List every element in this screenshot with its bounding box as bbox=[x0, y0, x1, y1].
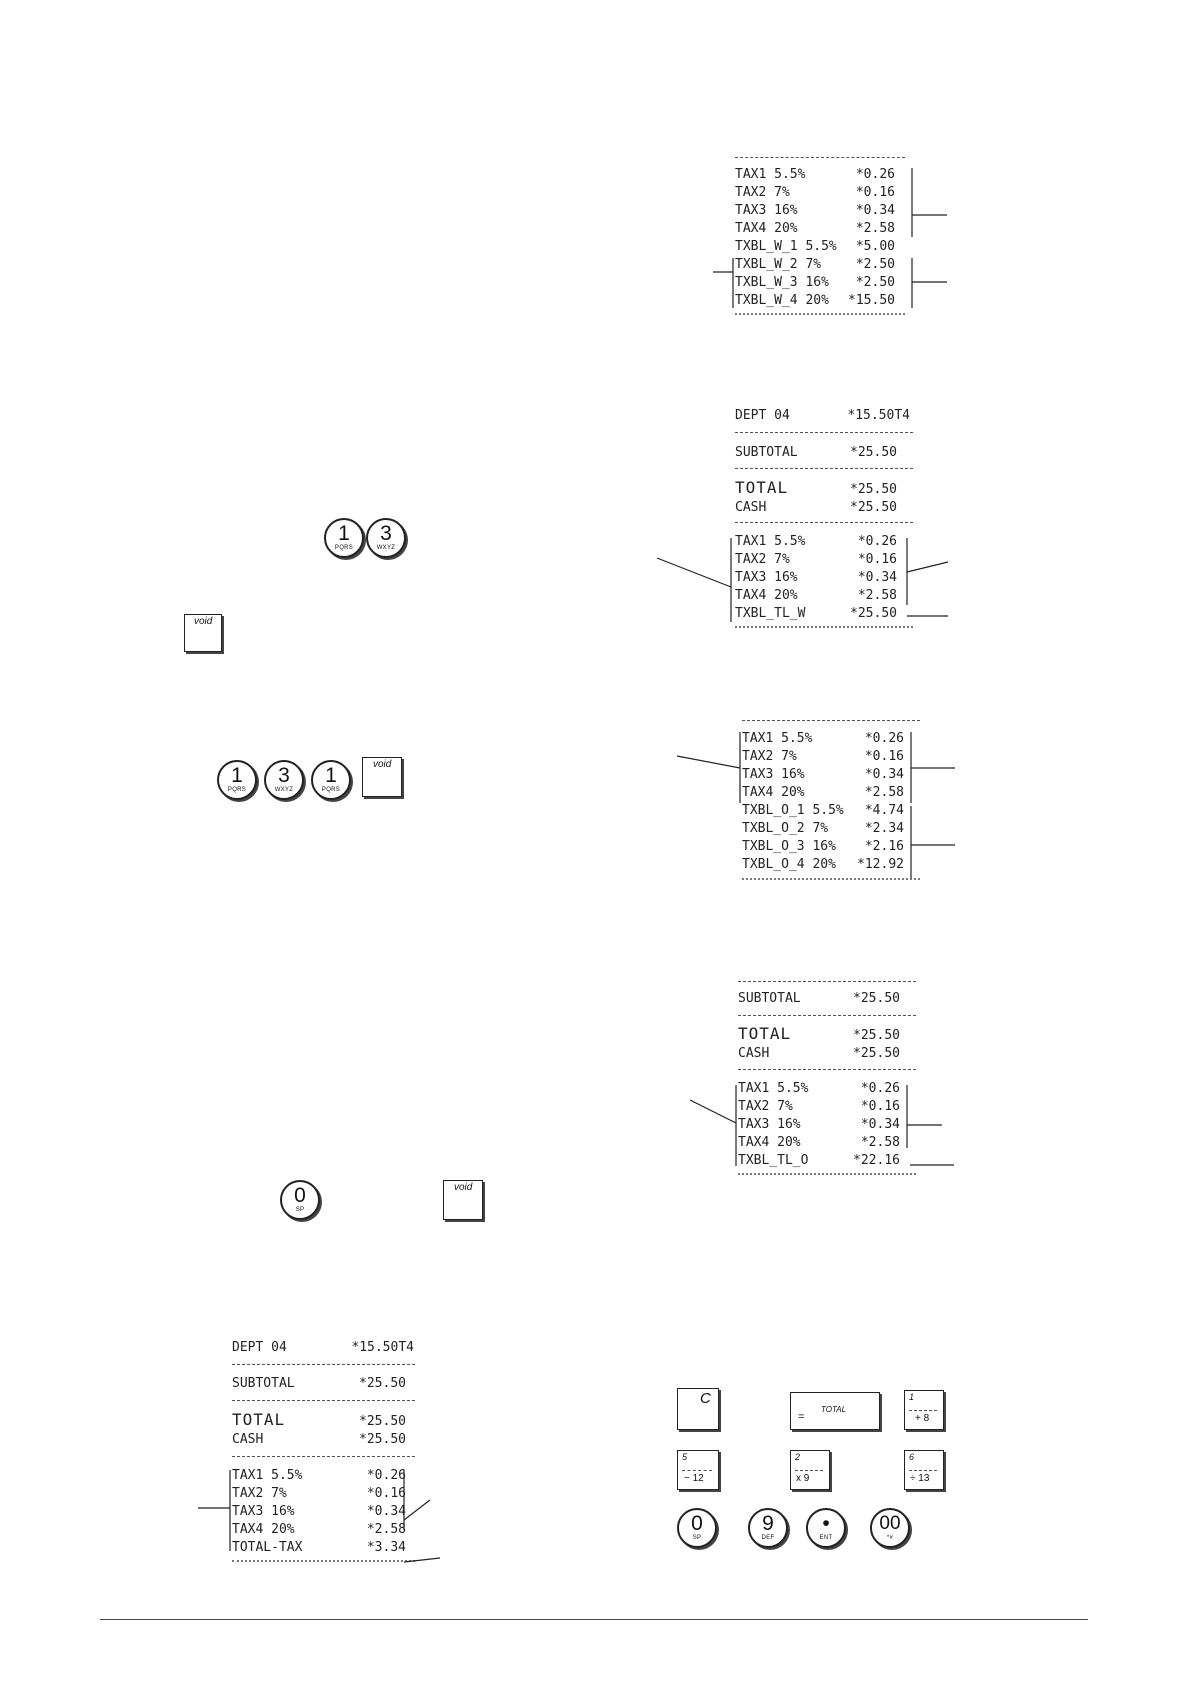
taxable-value: *25.50 bbox=[850, 606, 897, 621]
tax-value: *2.58 bbox=[864, 785, 904, 800]
key-letters: WXYZ bbox=[274, 787, 294, 793]
key-divider bbox=[795, 1470, 823, 1471]
cash-value: *25.50 bbox=[359, 1432, 406, 1447]
tax-label: TAX3 16% bbox=[742, 767, 805, 782]
tax-value: *0.34 bbox=[855, 203, 895, 218]
key-1[interactable] bbox=[324, 518, 364, 558]
tax-label: TAX4 20% bbox=[735, 588, 798, 603]
tax-value: *0.16 bbox=[855, 185, 895, 200]
key-3[interactable] bbox=[264, 760, 304, 800]
taxable-label: TXBL_W_4 20% bbox=[735, 293, 829, 308]
tax-value: *0.26 bbox=[864, 731, 904, 746]
tax-value: *0.26 bbox=[855, 167, 895, 182]
taxable-value: *15.50 bbox=[848, 293, 895, 308]
subtotal-value: *25.50 bbox=[359, 1376, 406, 1391]
key-number: 1 bbox=[231, 764, 243, 787]
void-label: void bbox=[454, 1182, 473, 1193]
key-divider bbox=[909, 1410, 937, 1411]
cash-value: *25.50 bbox=[850, 500, 897, 515]
tax-label: TAX4 20% bbox=[735, 221, 798, 236]
clear-key[interactable] bbox=[677, 1388, 719, 1430]
void-label: void bbox=[194, 616, 213, 627]
tax-value: *0.34 bbox=[857, 570, 897, 585]
key-bottom-label: ÷ 13 bbox=[910, 1473, 930, 1484]
key-letters: PQRS bbox=[227, 787, 247, 793]
total-label: TOTAL bbox=[821, 1405, 847, 1414]
tax-value: *0.16 bbox=[366, 1486, 406, 1501]
tax-label: TAX2 7% bbox=[735, 185, 790, 200]
key-0[interactable] bbox=[677, 1508, 717, 1548]
subtotal-value: *25.50 bbox=[853, 991, 900, 1006]
taxable-label: TXBL_W_3 16% bbox=[735, 275, 829, 290]
key-top-label: 2 bbox=[795, 1452, 801, 1462]
tax-label: TAX1 5.5% bbox=[735, 534, 806, 549]
total-tax-label: TOTAL-TAX bbox=[232, 1540, 303, 1555]
tax-value: *0.34 bbox=[864, 767, 904, 782]
subtotal-value: *25.50 bbox=[850, 445, 897, 460]
key-number: 0 bbox=[294, 1184, 306, 1207]
cash-value: *25.50 bbox=[853, 1046, 900, 1061]
key-bottom-label: + 8 bbox=[915, 1413, 930, 1424]
key-00[interactable] bbox=[870, 1508, 910, 1548]
key-1[interactable] bbox=[217, 760, 257, 800]
taxable-label: TXBL_TL_W bbox=[735, 606, 806, 621]
key-top-label: 6 bbox=[909, 1452, 915, 1462]
total-label: TOTAL bbox=[232, 1410, 286, 1429]
footer-rule bbox=[100, 1619, 1088, 1620]
key-9[interactable] bbox=[748, 1508, 788, 1548]
key-number: 1 bbox=[325, 764, 337, 787]
key-top-label: 5 bbox=[682, 1452, 688, 1462]
total-label: TOTAL bbox=[735, 478, 789, 497]
key-dot[interactable] bbox=[806, 1508, 846, 1548]
taxable-value: *2.50 bbox=[855, 275, 895, 290]
key-letters: SP bbox=[692, 1535, 702, 1541]
key-3[interactable] bbox=[366, 518, 406, 558]
equals-sign: = bbox=[798, 1411, 805, 1423]
key-number: 00 bbox=[879, 1513, 901, 1534]
taxable-label: TXBL_TL_O bbox=[738, 1153, 809, 1168]
key-letters: DEF bbox=[761, 1535, 775, 1541]
cash-label: CASH bbox=[738, 1046, 770, 1061]
total-key[interactable] bbox=[790, 1392, 880, 1430]
subtotal-label: SUBTOTAL bbox=[738, 991, 801, 1006]
taxable-label: TXBL_O_2 7% bbox=[742, 821, 829, 836]
taxable-value: *2.16 bbox=[864, 839, 904, 854]
taxable-value: *22.16 bbox=[853, 1153, 900, 1168]
key-number: 3 bbox=[278, 764, 290, 787]
key-number: 1 bbox=[338, 522, 350, 545]
tax-label: TAX4 20% bbox=[738, 1135, 801, 1150]
key-divider bbox=[682, 1470, 712, 1471]
key-letters: SP bbox=[295, 1207, 305, 1213]
tax-label: TAX1 5.5% bbox=[735, 167, 806, 182]
tax-value: *0.34 bbox=[860, 1117, 900, 1132]
tax-value: *0.26 bbox=[366, 1468, 406, 1483]
tax-value: *0.26 bbox=[857, 534, 897, 549]
tax-value: *0.16 bbox=[857, 552, 897, 567]
key-letters: ENT bbox=[819, 1535, 833, 1541]
cash-label: CASH bbox=[735, 500, 767, 515]
key-number: 3 bbox=[380, 522, 392, 545]
clear-label: C bbox=[700, 1390, 711, 1407]
dept-label: DEPT 04 bbox=[232, 1340, 287, 1355]
tax-value: *2.58 bbox=[860, 1135, 900, 1150]
dept-value: *15.50T4 bbox=[847, 408, 910, 423]
tax-label: TAX3 16% bbox=[735, 203, 798, 218]
tax-label: TAX2 7% bbox=[232, 1486, 287, 1501]
tax-value: *0.26 bbox=[860, 1081, 900, 1096]
total-value: *25.50 bbox=[850, 482, 897, 497]
tax-label: TAX4 20% bbox=[742, 785, 805, 800]
tax-label: TAX1 5.5% bbox=[738, 1081, 809, 1096]
tax-value: *2.58 bbox=[855, 221, 895, 236]
dept-label: DEPT 04 bbox=[735, 408, 790, 423]
tax-value: *0.34 bbox=[366, 1504, 406, 1519]
total-tax-value: *3.34 bbox=[366, 1540, 406, 1555]
key-0[interactable] bbox=[280, 1180, 320, 1220]
taxable-value: *5.00 bbox=[855, 239, 895, 254]
tax-value: *2.58 bbox=[366, 1522, 406, 1537]
key-1[interactable] bbox=[311, 760, 351, 800]
tax-label: TAX2 7% bbox=[735, 552, 790, 567]
tax-label: TAX2 7% bbox=[738, 1099, 793, 1114]
tax-value: *0.16 bbox=[864, 749, 904, 764]
taxable-label: TXBL_O_3 16% bbox=[742, 839, 836, 854]
taxable-label: TXBL_O_1 5.5% bbox=[742, 803, 844, 818]
key-number: 9 bbox=[762, 1512, 774, 1535]
taxable-label: TXBL_W_2 7% bbox=[735, 257, 822, 272]
void-label: void bbox=[373, 759, 392, 770]
subtotal-label: SUBTOTAL bbox=[735, 445, 798, 460]
tax-label: TAX3 16% bbox=[232, 1504, 295, 1519]
total-label: TOTAL bbox=[738, 1024, 792, 1043]
key-letters: WXYZ bbox=[376, 545, 396, 551]
cash-label: CASH bbox=[232, 1432, 264, 1447]
key-letters: *# bbox=[886, 1535, 894, 1541]
tax-label: TAX1 5.5% bbox=[742, 731, 813, 746]
tax-label: TAX2 7% bbox=[742, 749, 797, 764]
taxable-value: *2.50 bbox=[855, 257, 895, 272]
key-top-label: 1 bbox=[909, 1392, 915, 1402]
total-value: *25.50 bbox=[359, 1414, 406, 1429]
dept-value: *15.50T4 bbox=[351, 1340, 414, 1355]
tax-label: TAX4 20% bbox=[232, 1522, 295, 1537]
key-number: 0 bbox=[691, 1512, 703, 1535]
key-letters: PQRS bbox=[321, 787, 341, 793]
key-bottom-label: x 9 bbox=[796, 1473, 810, 1484]
void-key[interactable] bbox=[443, 1180, 483, 1220]
taxable-label: TXBL_W_1 5.5% bbox=[735, 239, 837, 254]
void-key[interactable] bbox=[184, 614, 222, 652]
tax-value: *2.58 bbox=[857, 588, 897, 603]
tax-label: TAX3 16% bbox=[735, 570, 798, 585]
taxable-value: *4.74 bbox=[864, 803, 904, 818]
taxable-value: *2.34 bbox=[864, 821, 904, 836]
tax-label: TAX3 16% bbox=[738, 1117, 801, 1132]
key-1-plus-8[interactable] bbox=[904, 1390, 944, 1430]
void-key[interactable] bbox=[362, 757, 402, 797]
key-bottom-label: − 12 bbox=[684, 1473, 704, 1484]
key-number: • bbox=[822, 1512, 830, 1535]
tax-label: TAX1 5.5% bbox=[232, 1468, 303, 1483]
tax-value: *0.16 bbox=[860, 1099, 900, 1114]
taxable-value: *12.92 bbox=[857, 857, 904, 872]
subtotal-label: SUBTOTAL bbox=[232, 1376, 295, 1391]
key-5-minus-12[interactable] bbox=[677, 1450, 719, 1490]
key-2-times-9[interactable] bbox=[790, 1450, 830, 1490]
key-letters: PQRS bbox=[334, 545, 354, 551]
total-value: *25.50 bbox=[853, 1028, 900, 1043]
key-divider bbox=[909, 1470, 937, 1471]
taxable-label: TXBL_O_4 20% bbox=[742, 857, 836, 872]
key-6-divide-13[interactable] bbox=[904, 1450, 944, 1490]
